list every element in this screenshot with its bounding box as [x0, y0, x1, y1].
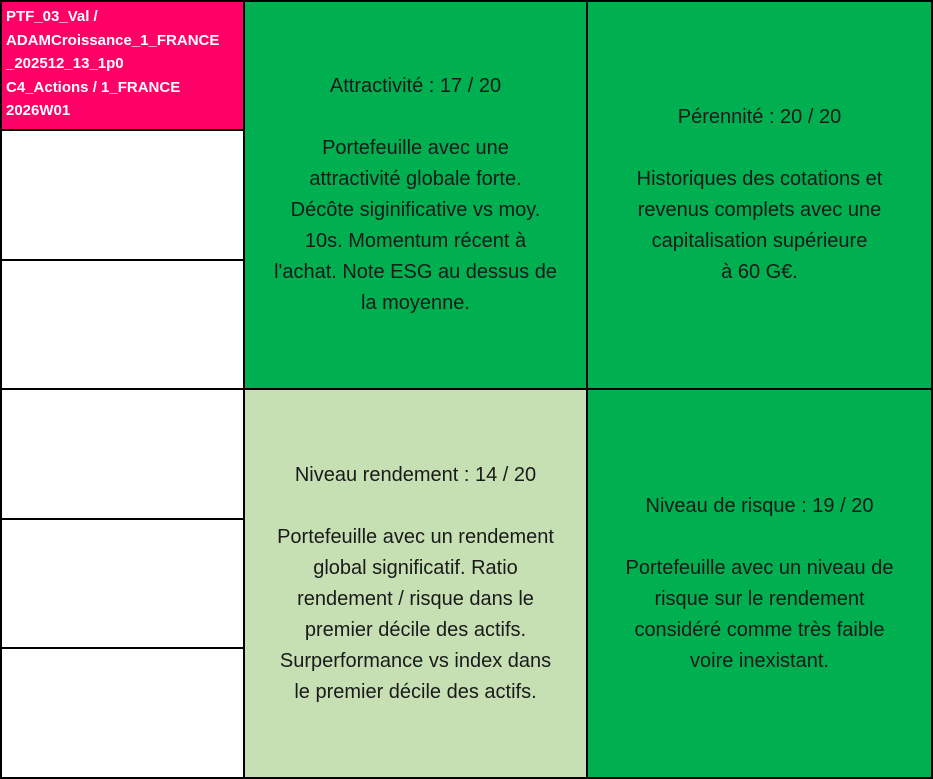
description-line: Surperformance vs index dans	[279, 649, 552, 672]
description-line: à 60 G€.	[721, 261, 798, 283]
description-line: Décôte siginificative vs moy.	[290, 199, 541, 221]
risque-description	[626, 553, 894, 677]
portfolio-header-line: 2026W01	[6, 102, 71, 119]
empty-side-cell	[0, 647, 245, 779]
portfolio-header-line: PTF_03_Val /	[6, 8, 98, 25]
empty-side-cell	[0, 388, 245, 520]
description-line: risque sur le rendement	[654, 587, 865, 610]
rendement-score-box	[243, 388, 588, 779]
description-line: la moyenne.	[361, 292, 470, 314]
description-line: revenus complets avec une	[637, 199, 882, 221]
description-line: Historiques des cotations et	[636, 168, 883, 190]
portfolio-header-line: ADAMCroissance_1_FRANCE	[6, 31, 220, 49]
description-line: voire inexistant.	[690, 649, 829, 672]
description-line: global significatif. Ratio	[313, 556, 518, 579]
description-line: Portefeuille avec un rendement	[277, 525, 554, 548]
description-line: Portefeuille avec un niveau de	[625, 556, 894, 579]
empty-side-cell	[0, 259, 245, 390]
perennite-title: Pérennité : 20 / 20	[677, 106, 842, 128]
risque-score-box	[586, 388, 933, 779]
description-line: rendement / risque dans le	[297, 587, 534, 610]
empty-side-cell	[0, 129, 245, 261]
description-line: premier décile des actifs.	[304, 618, 527, 641]
description-line: capitalisation supérieure	[651, 230, 868, 252]
description-line: 10s. Momentum récent à	[304, 230, 527, 252]
perennite-score-box	[586, 0, 933, 390]
description-line: l'achat. Note ESG au dessus de	[274, 261, 557, 283]
portfolio-header-cell	[0, 0, 245, 131]
rendement-description	[277, 522, 554, 708]
rendement-title: Niveau rendement : 14 / 20	[294, 463, 537, 486]
perennite-description	[637, 164, 883, 288]
description-line: le premier décile des actifs.	[294, 680, 537, 703]
attractivite-title: Attractivité : 17 / 20	[329, 75, 502, 97]
portfolio-header-line: C4_Actions / 1_FRANCE	[6, 78, 181, 96]
risque-title: Niveau de risque : 19 / 20	[645, 494, 874, 517]
attractivite-description	[274, 133, 557, 319]
description-line: attractivité globale forte.	[309, 168, 522, 190]
attractivite-score-box	[243, 0, 588, 390]
empty-side-cell	[0, 518, 245, 649]
description-line: Portefeuille avec une	[322, 137, 509, 159]
description-line: considéré comme très faible	[634, 618, 885, 641]
portfolio-header-line: _202512_13_1p0	[6, 55, 124, 72]
